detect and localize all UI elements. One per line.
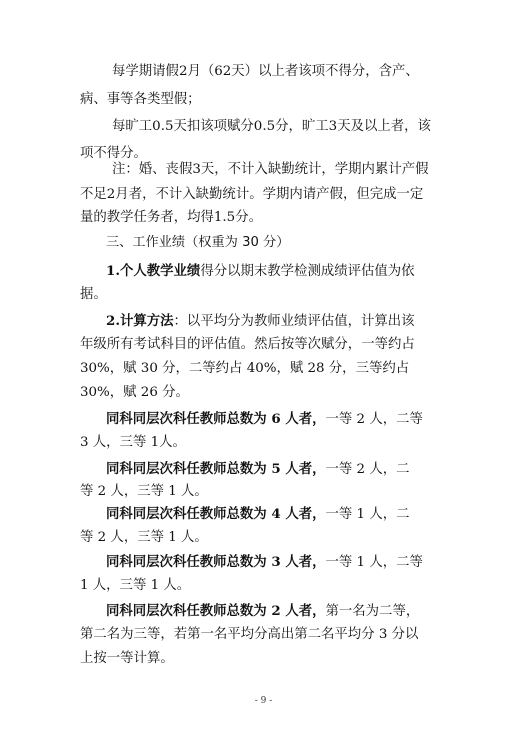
case-4-result: 一等 1 人，二	[325, 507, 410, 522]
item-2-line-4: 30%，赋 26 分。	[80, 385, 189, 400]
case-3-line-2: 1 人，三等 1 人。	[80, 578, 191, 593]
section-heading: 三、工作业绩（权重为 30 分）	[106, 235, 290, 250]
item-2-line-2: 年级所有考试科目的评估值。然后按等次赋分，一等约占	[80, 337, 415, 352]
item-1-text: 得分以期末教学检测成绩评估值为依	[200, 264, 415, 279]
case-5-line-1	[106, 460, 410, 479]
case-3-line-1	[106, 553, 423, 572]
note-line-1: 注：婚、丧假3天，不计入缺勤统计，学期内累计产假	[112, 162, 429, 177]
case-2-line-3: 上按一等计算。	[80, 651, 174, 666]
case-3-condition: 同科同层次科任教师总数为 3 人者，	[106, 554, 326, 570]
case-2-result: 第一名为二等，	[325, 604, 420, 619]
leave-rule-line-1: 每学期请假2月（62天）以上者该项不得分，含产、	[112, 64, 419, 79]
absence-rule-line-1: 每旷工0.5天扣该项赋分0.5分，旷工3天及以上者，该	[112, 119, 431, 134]
case-6-result: 一等 2 人，二等	[325, 412, 423, 427]
case-4-condition: 同科同层次科任教师总数为 4 人者，	[106, 506, 326, 522]
item-1-label: 1.个人教学业绩	[106, 263, 201, 279]
note-line-2: 不足2月者，不计入缺勤统计。学期内请产假，但完成一定	[80, 187, 424, 202]
item-1-line-1	[106, 262, 415, 281]
case-3-result: 一等 1 人，二等	[325, 555, 423, 570]
item-2-line-3: 30%，赋 30 分，二等约占 40%，赋 28 分，三等约占	[80, 361, 410, 376]
leave-rule-line-2: 病、事等各类型假；	[80, 92, 201, 107]
item-2-line-1	[106, 312, 415, 331]
page-number: - 9 -	[254, 696, 273, 706]
item-1-line-2: 据。	[80, 287, 107, 302]
case-2-condition: 同科同层次科任教师总数为 2 人者，	[106, 603, 326, 619]
case-5-result: 一等 2 人，二	[325, 462, 410, 477]
case-2-line-2: 第二名为三等，若第一名平均分高出第二名平均分 3 分以	[80, 627, 419, 642]
case-5-line-2: 等 2 人，三等 1 人。	[80, 484, 208, 499]
case-4-line-2: 等 2 人，三等 1 人。	[80, 530, 208, 545]
case-6-condition: 同科同层次科任教师总数为 6 人者，	[106, 411, 326, 427]
item-2-label: 2.计算方法	[106, 313, 174, 329]
absence-rule-line-2: 项不得分。	[80, 146, 147, 161]
case-5-condition: 同科同层次科任教师总数为 5 人者，	[106, 461, 326, 477]
case-2-line-1	[106, 602, 419, 621]
note-line-3: 量的教学任务者，均得1.5分。	[80, 210, 262, 225]
case-6-line-2: 3 人，三等 1人。	[80, 435, 186, 450]
item-2-text: ：以平均分为教师业绩评估值，计算出该	[173, 314, 415, 329]
case-4-line-1	[106, 505, 410, 524]
case-6-line-1	[106, 410, 423, 429]
